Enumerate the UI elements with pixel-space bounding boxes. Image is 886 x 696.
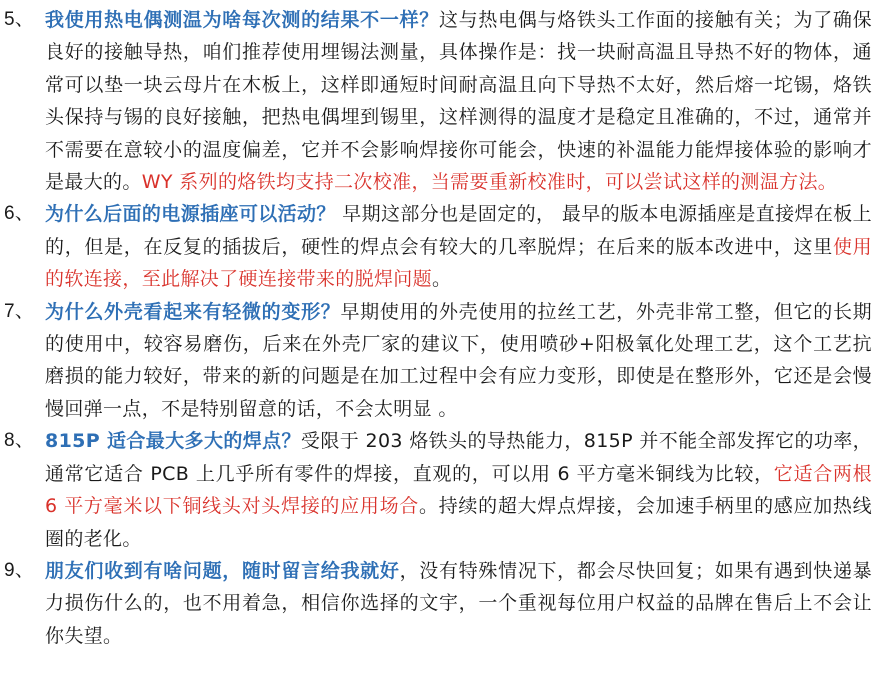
answer-text: 受限于 203 烙铁头的导热能力，815P 并不能全部发挥它的功率，通常它适合 PCB 上几乎所有零件的焊接，直观的，可以用 6 平方毫米铜线为比较， — [45, 430, 873, 485]
item-number: 9、 — [4, 559, 35, 581]
highlight-text: 使用的软连接，至此解决了硬连接带来的脱焊问题 — [45, 235, 872, 291]
faq-list — [0, 4, 886, 652]
item-number: 8、 — [4, 430, 35, 452]
item-number: 6、 — [4, 203, 35, 225]
question-text: 为什么后面的电源插座可以活动？ — [45, 203, 336, 226]
answer-text: 早期这部分也是固定的， 最早的版本电源插座是直接焊在板上的，但是，在反复的插拔后，硬性的焊点会有较大的几率脱焊；在后来的版本改进中，这里 — [45, 203, 872, 258]
answer-text: ，没有特殊情况下，都会尽快回复；如果有遇到快递暴力损伤什么的，也不用着急，相信你选择的文宇，一个重视每位用户权益的品牌在售后上不会让你失望。 — [45, 559, 872, 647]
faq-item-6 — [0, 198, 886, 295]
answer-text-tail: 。持续的超大焊点焊接，会加速手柄里的感应加热线圈的老化。 — [45, 495, 872, 550]
question-text: 朋友们收到有啥问题，随时留言给我就好 — [45, 559, 400, 582]
answer-text: 早期使用的外壳使用的拉丝工艺，外壳非常工整，但它的长期的使用中，较容易磨伤，后来在外壳厂家的建议下，使用喷砂+阳极氧化处理工艺，这个工艺抗磨损的能力较好，带来的新的问题是在加工过程中会有应力变形，即使是在整形外，它还是会慢慢回弹一点，不是特别留意的话，不会太明显 。 — [45, 300, 872, 420]
faq-item-5 — [0, 4, 886, 198]
question-text: 为什么外壳看起来有轻微的变形？ — [45, 300, 341, 323]
item-number: 7、 — [4, 300, 35, 322]
answer-text: 这与热电偶与烙铁头工作面的接触有关；为了确保良好的接触导热，咱们推荐使用埋锡法测量，具体操作是：找一块耐高温且导热不好的物体，通常可以垫一块云母片在木板上，这样即通短时间耐高温且向下导热不太好，然后熔一坨锡，烙铁头保持与锡的良好接触，把热电偶埋到锡里，这样测得的温度才是稳定且准确的，不过，通常并不需要在意较小的温度偏差，它并不会影响焊接你可能会，快速的补温能力能焊接体验的影响才是最大的。 — [45, 9, 872, 194]
answer-text-tail: 。 — [432, 268, 452, 291]
item-number: 5、 — [4, 9, 35, 30]
faq-item-7 — [0, 296, 886, 426]
highlight-text: 它适合两根 6 平方毫米以下铜线头对头焊接的应用场合 — [45, 462, 872, 518]
highlight-text: WY 系列的烙铁均支持二次校准，当需要重新校准时，可以尝试这样的测温方法。 — [141, 171, 838, 194]
question-text: 我使用热电偶测温为啥每次测的结果不一样？ — [45, 9, 439, 31]
question-text: 815P 适合最大多大的焊点？ — [45, 430, 301, 453]
faq-item-9 — [0, 555, 886, 652]
faq-item-8 — [0, 425, 886, 555]
